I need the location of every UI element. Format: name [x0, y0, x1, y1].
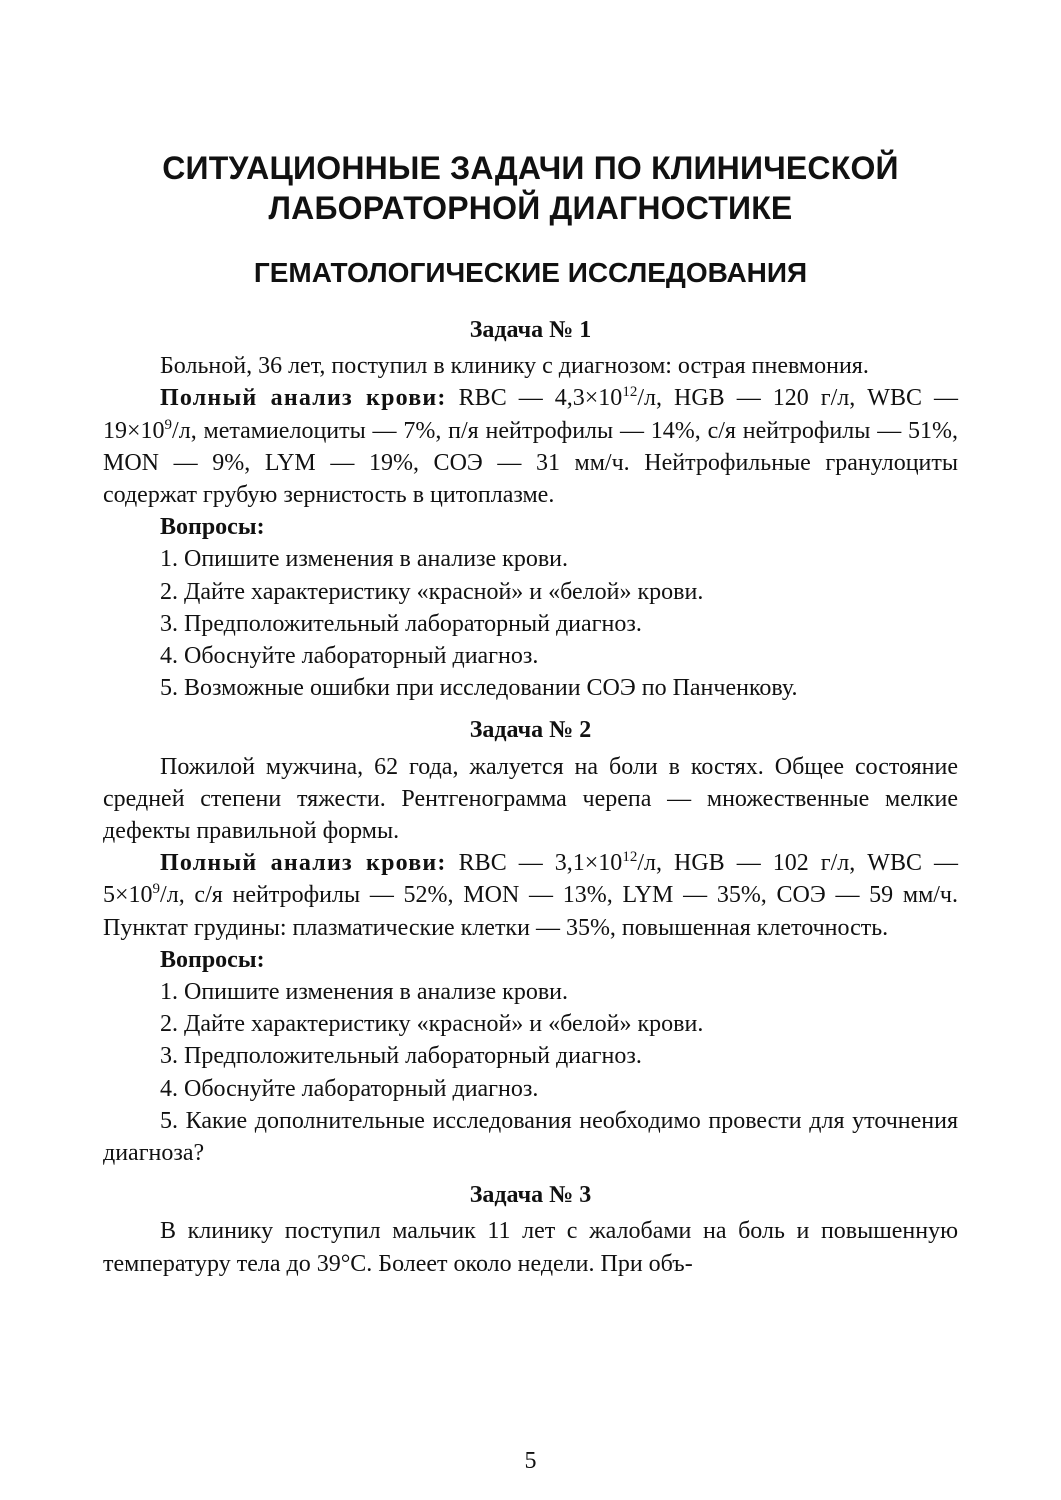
task-2-lab-results: [103, 847, 958, 944]
task-1-rbc-value: RBC — 4,3×10: [458, 385, 623, 412]
task-2-rbc-exponent: 12: [622, 849, 638, 866]
task-2-lab-label: Полный анализ крови:: [160, 850, 447, 877]
task-1-question: 4. Обоснуйте лабораторный диагноз.: [160, 643, 539, 670]
task-2-heading: Задача № 2: [469, 717, 592, 744]
task-3-intro: В клинику поступил мальчик 11 лет с жалобами на боль и повышенную температуру тела до 39°С. Болеет около недели. При объ-: [103, 1218, 958, 1277]
task-3-heading: Задача № 3: [469, 1182, 592, 1209]
task-2-rbc-value: RBC — 3,1×10: [458, 850, 623, 877]
page-content: [103, 312, 958, 1280]
task-1-heading: Задача № 1: [469, 317, 592, 343]
page-number: 5: [524, 1448, 537, 1474]
section-title: ГЕМАТОЛОГИЧЕСКИЕ ИССЛЕДОВАНИЯ: [253, 257, 808, 288]
task-1-rbc-exponent: 12: [622, 384, 638, 401]
task-2-lab-rest: /л, с/я нейтрофилы — 52%, MON — 13%, LYM — 35%, СОЭ — 59 мм/ч. Пунктат грудины: плазматические клетки — 35%, повышенная клеточность.: [103, 882, 958, 941]
title-line-2: ЛАБОРАТОРНОЙ ДИАГНОСТИКЕ: [268, 190, 793, 226]
task-1-questions-label: Вопросы:: [160, 514, 265, 541]
task-1-wbc-exponent: 9: [164, 416, 173, 433]
task-1-intro: Больной, 36 лет, поступил в клинику с диагнозом: острая пневмония.: [160, 353, 869, 380]
task-2-hgb-wbc-value: /л, HGB — 102 г/л, WBC — 5×10: [103, 850, 959, 909]
task-1-lab-rest: /л, метамиелоциты — 7%, п/я нейтрофилы — 14%, с/я нейтрофилы — 51%, MON — 9%, LYM — 19%, СОЭ — 31 мм/ч. Нейтрофильные гранулоциты содержат грубую зернистость в цитоплазме.: [103, 417, 958, 509]
task-1-question: 1. Опишите изменения в анализе крови.: [160, 546, 569, 573]
task-2-wbc-exponent: 9: [152, 881, 161, 898]
page-title: [60, 148, 1001, 228]
task-1-lab-label: Полный анализ крови:: [160, 385, 447, 412]
task-1-question: 3. Предположительный лабораторный диагноз.: [160, 610, 642, 637]
task-1-hgb-wbc-value: /л, HGB — 120 г/л, WBC — 19×10: [103, 385, 959, 444]
task-2-question: 2. Дайте характеристику «красной» и «белой» крови.: [160, 1011, 704, 1038]
title-line-1: СИТУАЦИОННЫЕ ЗАДАЧИ ПО КЛИНИЧЕСКОЙ: [162, 150, 899, 186]
task-2-intro: Пожилой мужчина, 62 года, жалуется на боли в костях. Общее состояние средней степени тяжести. Рентгенограмма черепа — множественные мелкие дефекты правильной формы.: [103, 753, 958, 845]
task-2-question: 1. Опишите изменения в анализе крови.: [160, 979, 569, 1006]
task-2-question: 5. Какие дополнительные исследования необходимо провести для уточнения диагноза?: [103, 1107, 958, 1167]
task-2-question: 3. Предположительный лабораторный диагноз.: [160, 1043, 642, 1070]
task-1-lab-results: [103, 382, 958, 511]
task-2-questions-label: Вопросы:: [160, 946, 265, 973]
task-2-question: 4. Обоснуйте лабораторный диагноз.: [160, 1075, 539, 1102]
task-1-question: 2. Дайте характеристику «красной» и «белой» крови.: [160, 578, 704, 605]
task-1-question: 5. Возможные ошибки при исследовании СОЭ по Панченкову.: [160, 675, 798, 702]
